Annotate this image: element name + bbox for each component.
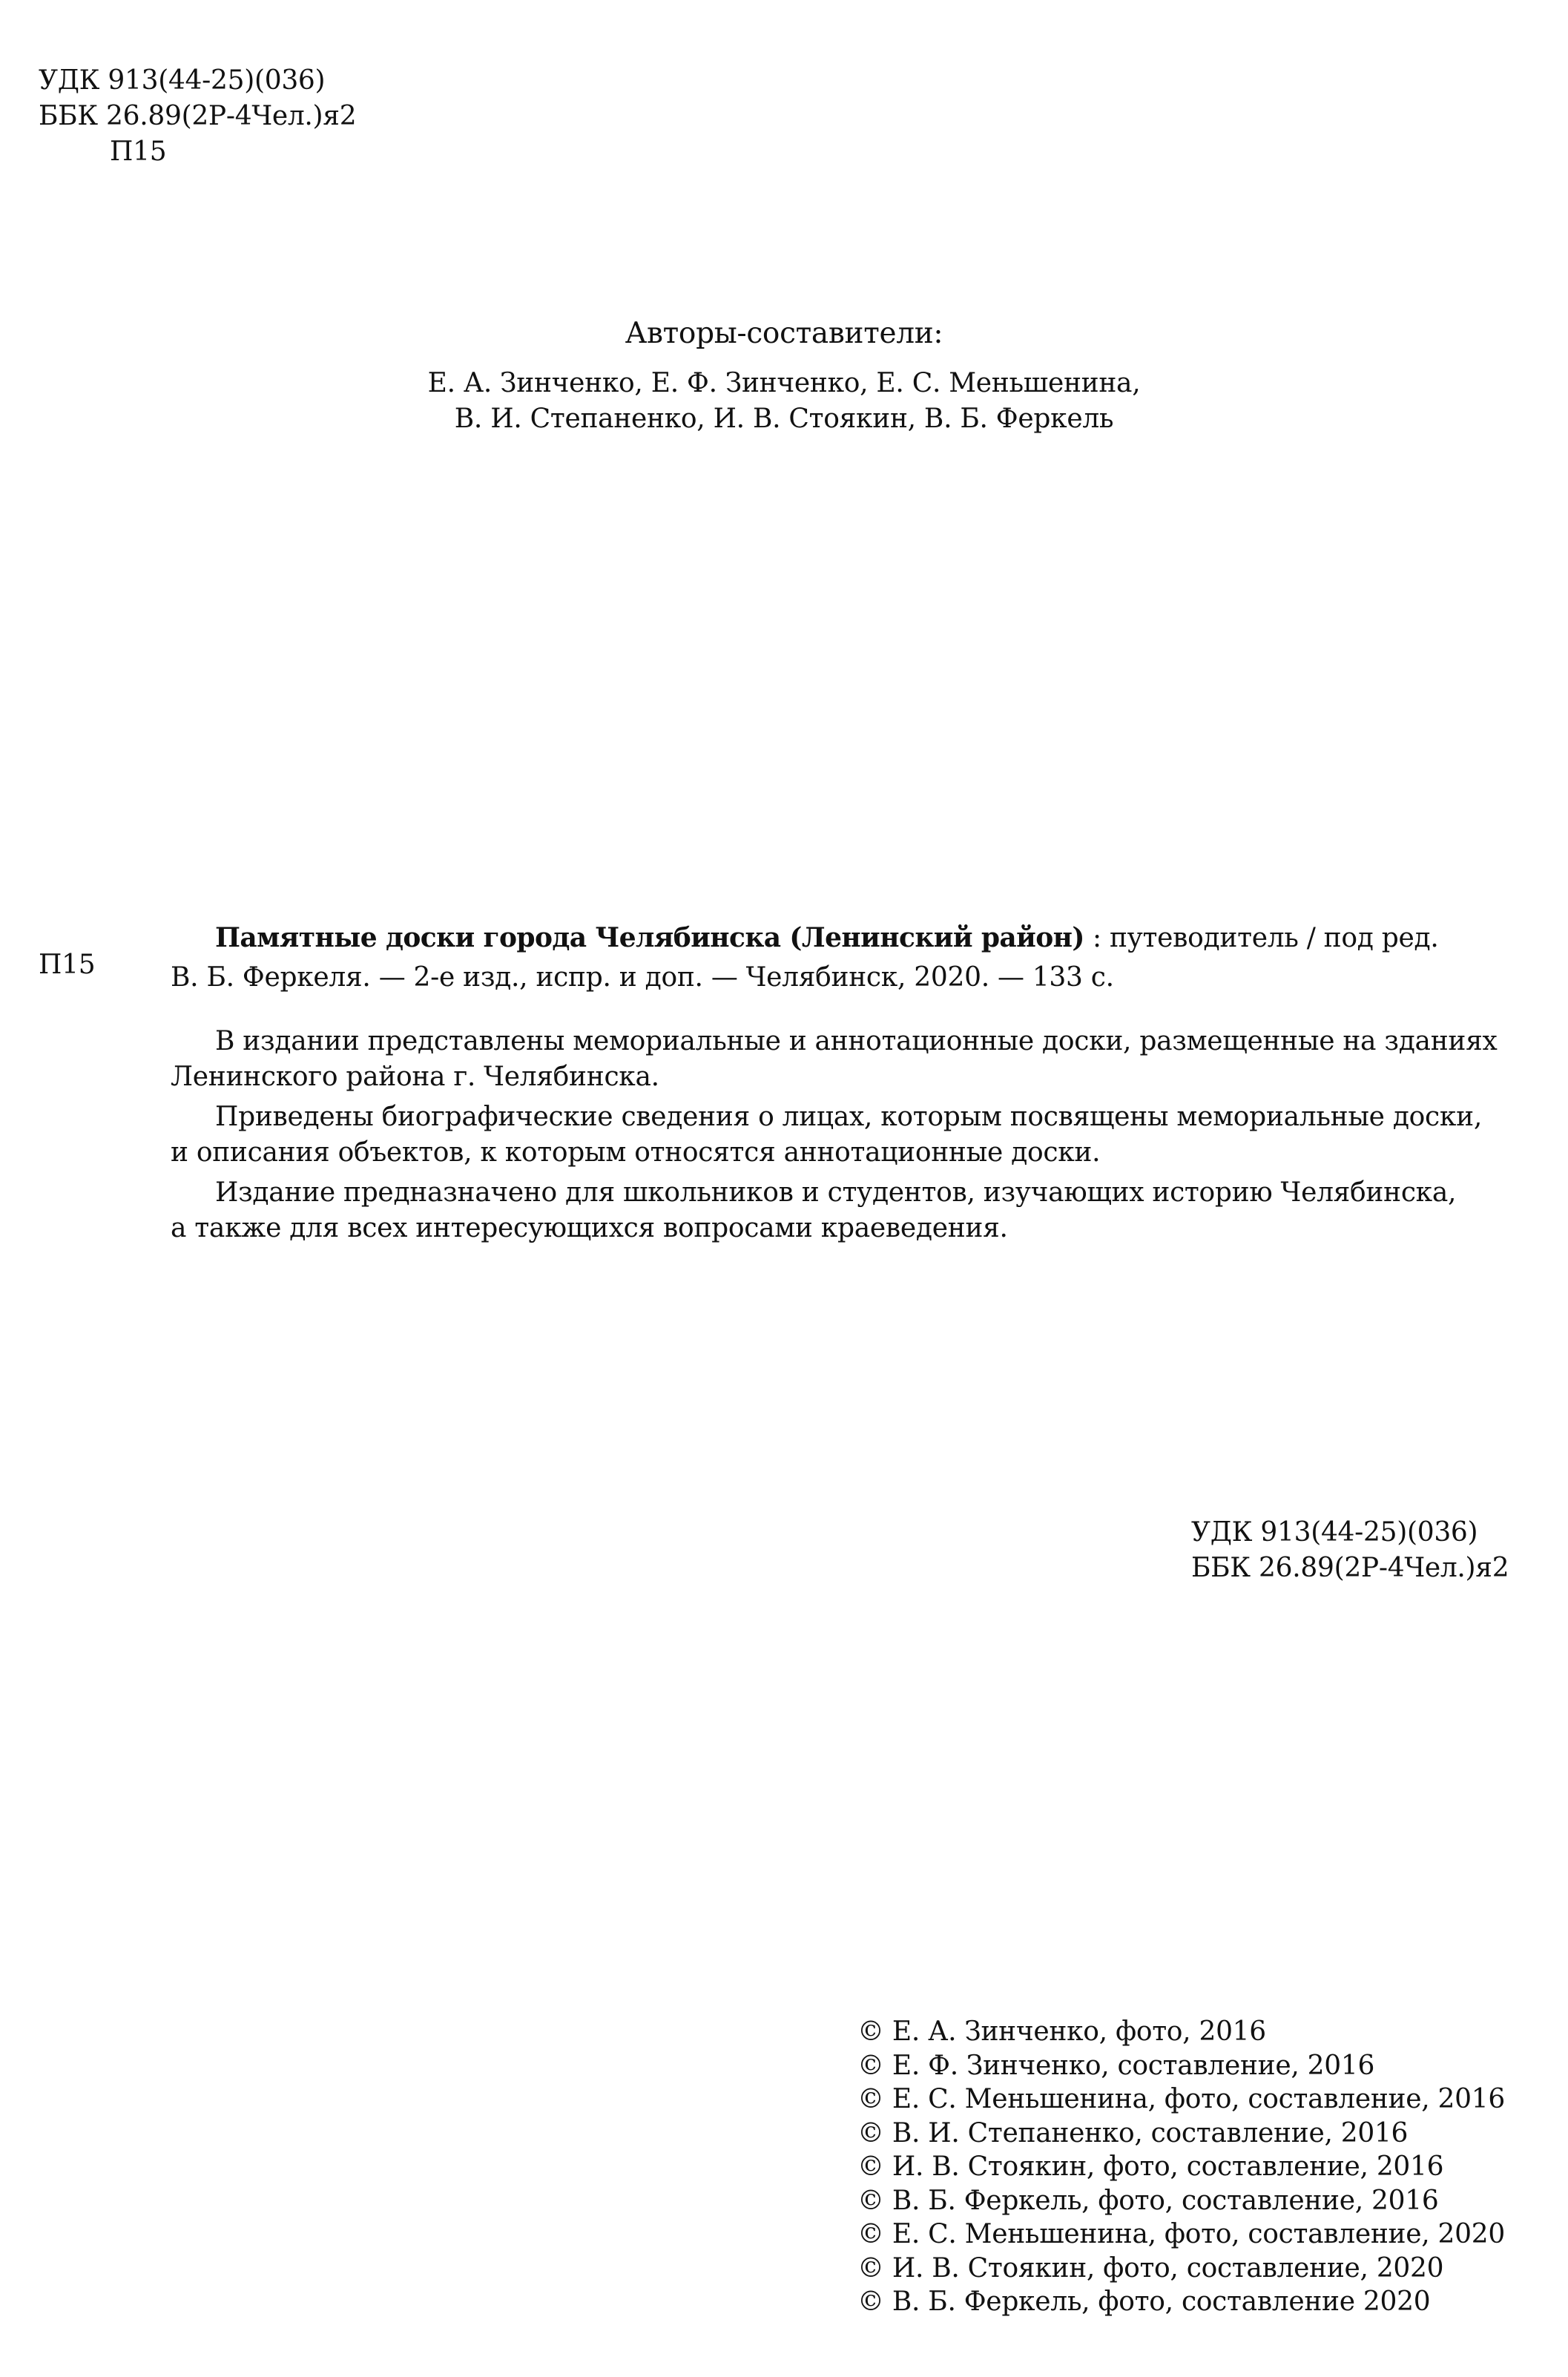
author-mark-top: П15 (110, 137, 167, 167)
annotation-p3-line-1: Издание предназначено для школьников и студентов, изучающих историю Челябинска, (215, 1177, 1457, 1208)
bbk-code-top: ББК 26.89(2Р-4Чел.)я2 (39, 101, 357, 131)
catalogue-line-1-rest: : путеводитель / под ред. (1084, 923, 1439, 953)
copyright-line: © Е. С. Меньшенина, фото, составление, 2016 (857, 2084, 1505, 2114)
authors-line-1: Е. А. Зинченко, Е. Ф. Зинченко, Е. С. Меньшенина, (427, 368, 1141, 398)
annotation-p3-line-2: а также для всех интересующихся вопросами краеведения. (171, 1213, 1008, 1243)
authors-line-2: В. И. Степаненко, И. В. Стоякин, В. Б. Феркель (454, 404, 1114, 434)
annotation-p1-line-2: Ленинского района г. Челябинска. (171, 1062, 659, 1092)
annotation-p2-line-1: Приведены биографические сведения о лицах, которым посвящены мемориальные доски, (215, 1102, 1482, 1132)
copyright-line: © Е. А. Зинченко, фото, 2016 (857, 2016, 1266, 2047)
annotation-p2-line-2: и описания объектов, к которым относятся аннотационные доски. (171, 1137, 1101, 1168)
copyright-line: © Е. С. Меньшенина, фото, составление, 2020 (857, 2219, 1505, 2249)
udk-code-top: УДК 913(44-25)(036) (39, 65, 326, 96)
book-title: Памятные доски города Челябинска (Ленинский район) (215, 922, 1084, 953)
bbk-code-bottom: ББК 26.89(2Р-4Чел.)я2 (1191, 1553, 1509, 1583)
catalogue-line-1 (215, 921, 1439, 956)
udk-code-bottom: УДК 913(44-25)(036) (1191, 1517, 1478, 1548)
copyright-line: © В. И. Степаненко, составление, 2016 (857, 2117, 1409, 2148)
copyright-list (857, 2015, 1505, 2319)
catalogue-author-mark: П15 (39, 950, 96, 980)
copyright-line: © В. Б. Феркель, фото, составление, 2016 (857, 2185, 1439, 2216)
copyright-line: © В. Б. Феркель, фото, составление 2020 (857, 2286, 1431, 2317)
annotation-p1-line-1: В издании представлены мемориальные и аннотационные доски, размещенные на зданиях (215, 1026, 1498, 1056)
catalogue-line-2: В. Б. Феркеля. — 2-е изд., испр. и доп. — Челябинск, 2020. — 133 с. (171, 962, 1114, 993)
authors-heading: Авторы-составители: (625, 317, 943, 350)
copyright-line: © И. В. Стоякин, фото, составление, 2020 (857, 2252, 1444, 2284)
copyright-line: © Е. Ф. Зинченко, составление, 2016 (857, 2050, 1375, 2081)
copyright-line: © И. В. Стоякин, фото, составление, 2016 (857, 2151, 1444, 2182)
